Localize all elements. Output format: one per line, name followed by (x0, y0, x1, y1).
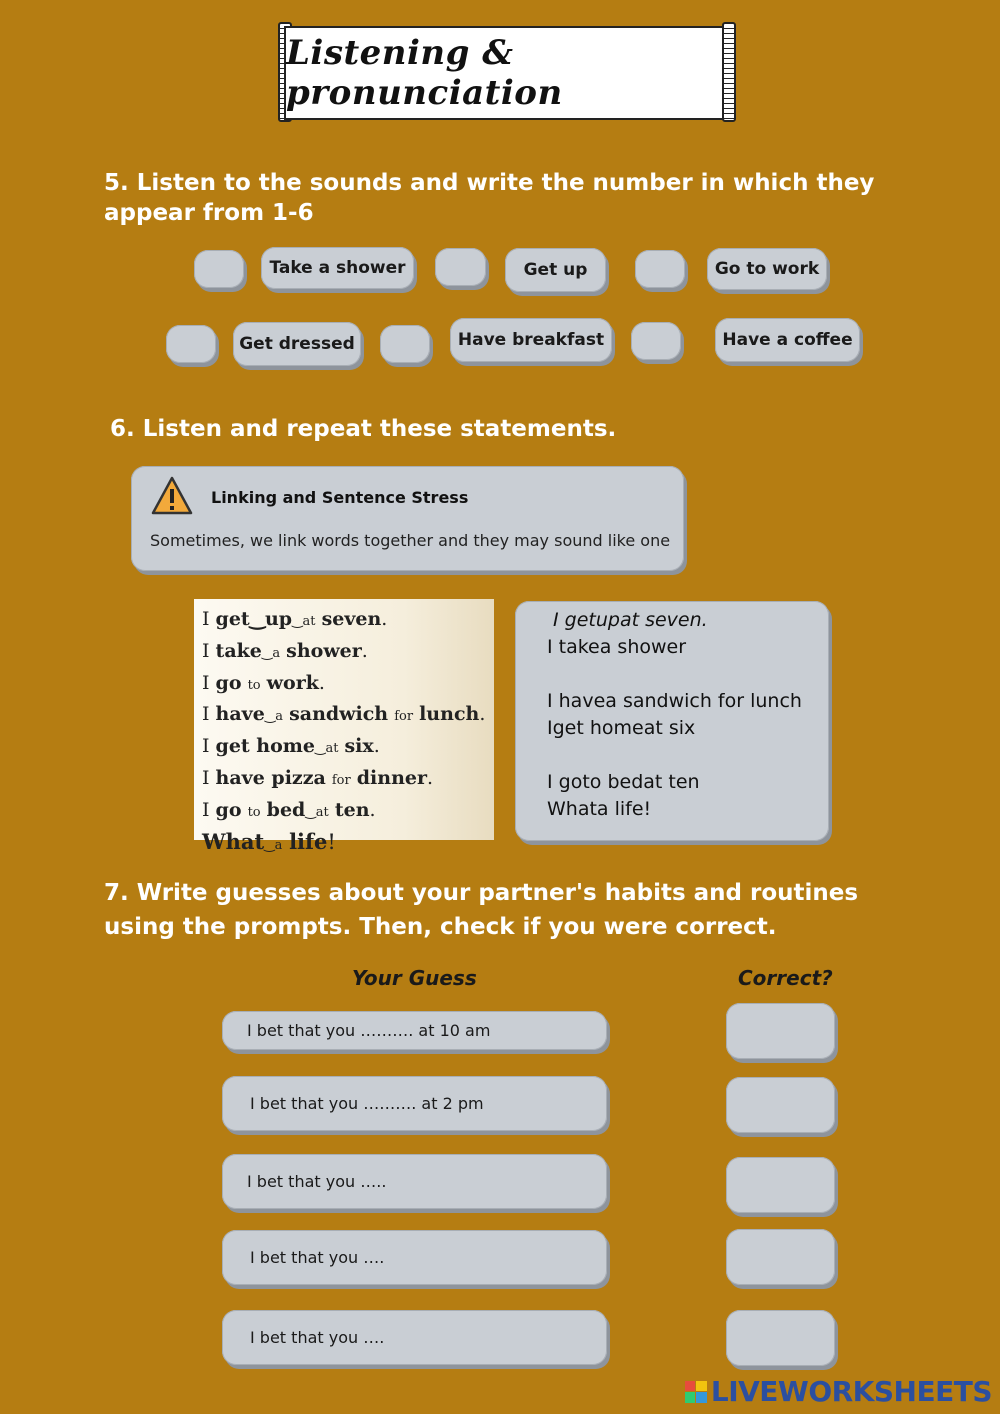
guess-input-2[interactable] (222, 1076, 607, 1131)
section6-heading: 6. Listen and repeat these statements. (110, 416, 617, 442)
guess-input-5[interactable] (222, 1310, 607, 1365)
column-your-guess: Your Guess (352, 966, 477, 990)
answer-box-6[interactable] (631, 322, 681, 360)
activity-have-breakfast: Have breakfast (450, 318, 612, 362)
scroll-right-end (722, 22, 736, 122)
tip-title: Linking and Sentence Stress (211, 488, 469, 507)
activity-get-up: Get up (505, 248, 606, 292)
liveworksheets-logo (685, 1375, 992, 1408)
section7-heading: 7. Write guesses about your partner's habits and routines using the prompts. Then, check if you were correct. (104, 880, 859, 940)
linked-line: Whata life! (547, 798, 652, 820)
answer-box-5[interactable] (380, 325, 430, 363)
linked-line: I goto bedat ten (547, 771, 700, 793)
activity-go-to-work: Go to work (707, 248, 827, 290)
linked-line: Iget homeat six (547, 717, 696, 739)
linked-line-spacer (547, 661, 829, 688)
column-correct: Correct? (738, 966, 833, 990)
guess-prompt: I bet that you …. (250, 1248, 385, 1267)
guess-prompt: I bet that you ………. at 2 pm (250, 1094, 484, 1113)
logo-text: LIVEWORKSHEETS (710, 1375, 992, 1408)
linked-line-spacer (547, 742, 829, 769)
tip-text: Sometimes, we link words together and they may sound like one (150, 531, 671, 550)
correct-input-1[interactable] (726, 1003, 835, 1059)
correct-input-4[interactable] (726, 1229, 835, 1285)
linked-line: I havea sandwich for lunch (547, 690, 802, 712)
answer-box-1[interactable] (194, 250, 244, 288)
linked-sentences-card (515, 601, 829, 841)
correct-input-3[interactable] (726, 1157, 835, 1213)
activity-take-a-shower: Take a shower (261, 247, 414, 289)
answer-box-2[interactable] (435, 248, 486, 286)
activity-get-dressed: Get dressed (233, 322, 361, 366)
linked-line: I getupat seven. (553, 609, 708, 631)
guess-input-4[interactable] (222, 1230, 607, 1285)
answer-box-4[interactable] (166, 325, 216, 363)
answer-box-3[interactable] (635, 250, 685, 288)
correct-input-5[interactable] (726, 1310, 835, 1366)
guess-prompt: I bet that you …. (250, 1328, 385, 1347)
guess-input-3[interactable] (222, 1154, 607, 1209)
correct-input-2[interactable] (726, 1077, 835, 1133)
page-title: Listening & pronunciation (286, 33, 563, 113)
logo-icon (685, 1381, 707, 1403)
guess-prompt: I bet that you ………. at 10 am (247, 1021, 491, 1040)
activity-have-a-coffee: Have a coffee (715, 318, 860, 362)
tip-card (131, 466, 684, 571)
guess-prompt: I bet that you ….. (247, 1172, 387, 1191)
linking-examples-image: I get‿up‿at seven. I take‿a shower. I go to work. I have‿a sandwich for lunch. I get home‿at six. I have pizza for dinner. I go to bed‿at ten. What‿a life! (194, 599, 494, 840)
warning-triangle-icon (150, 475, 194, 517)
guess-input-1[interactable] (222, 1011, 607, 1050)
section5-heading: 5. Listen to the sounds and write the number in which they appear from 1-6 (104, 170, 875, 226)
title-banner (284, 26, 730, 120)
linked-line: I takea shower (547, 636, 687, 658)
